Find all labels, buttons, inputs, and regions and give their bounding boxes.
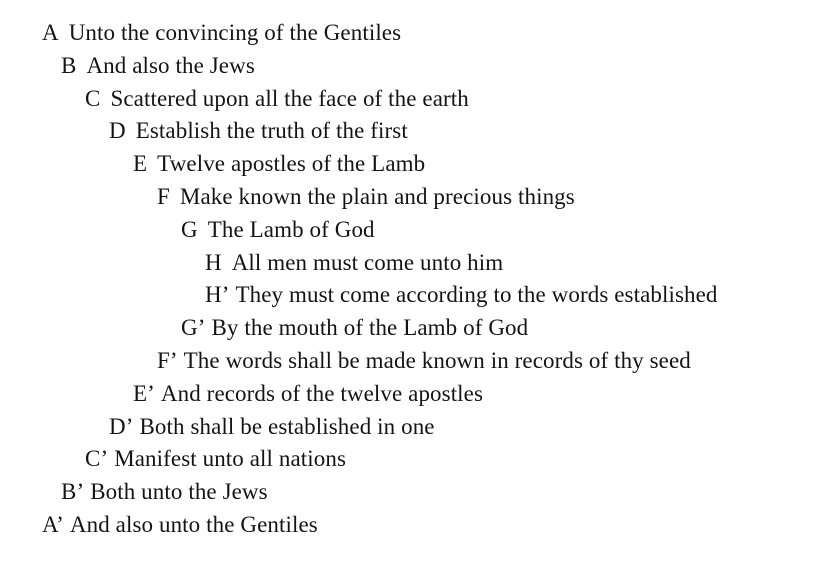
line-c-prime <box>85 445 346 473</box>
text-d-prime: Both shall be established in one <box>139 414 435 439</box>
marker-g: G <box>181 217 198 242</box>
line-a-prime <box>42 511 318 539</box>
marker-a: A <box>42 20 59 45</box>
text-e-prime: And records of the twelve apostles <box>160 381 484 406</box>
text-f-prime: The words shall be made known in records of thy seed <box>183 348 691 373</box>
marker-d: D <box>109 118 126 143</box>
line-e <box>133 150 425 178</box>
text-f: Make known the plain and precious things <box>179 184 575 209</box>
text-a: Unto the convincing of the Gentiles <box>68 20 402 45</box>
marker-h-prime: H’ <box>205 282 230 307</box>
text-b-prime: Both unto the Jews <box>90 479 268 504</box>
text-e: Twelve apostles of the Lamb <box>157 151 426 176</box>
text-h: All men must come unto him <box>231 250 504 275</box>
line-b-prime <box>61 478 268 506</box>
marker-f-prime: F’ <box>157 348 178 373</box>
line-d <box>109 117 408 145</box>
text-c-prime: Manifest unto all nations <box>114 446 347 471</box>
text-g-prime: By the mouth of the Lamb of God <box>211 315 529 340</box>
text-d: Establish the truth of the first <box>135 118 408 143</box>
marker-e: E <box>133 151 148 176</box>
marker-g-prime: G’ <box>181 315 206 340</box>
line-f-prime <box>157 347 691 375</box>
line-c <box>85 85 469 113</box>
marker-b-prime: B’ <box>61 479 85 504</box>
text-b: And also the Jews <box>86 53 255 78</box>
line-h <box>205 249 503 277</box>
marker-b: B <box>61 53 77 78</box>
text-h-prime: They must come according to the words established <box>235 282 718 307</box>
marker-e-prime: E’ <box>133 381 155 406</box>
text-a-prime: And also unto the Gentiles <box>69 512 318 537</box>
marker-d-prime: D’ <box>109 414 134 439</box>
line-a <box>42 19 401 47</box>
line-b <box>61 52 255 80</box>
line-d-prime <box>109 413 435 441</box>
marker-c: C <box>85 86 101 111</box>
line-f <box>157 183 575 211</box>
line-e-prime <box>133 380 483 408</box>
line-h-prime <box>205 281 718 309</box>
text-c: Scattered upon all the face of the earth <box>110 86 469 111</box>
marker-c-prime: C’ <box>85 446 109 471</box>
marker-a-prime: A’ <box>42 512 64 537</box>
text-g: The Lamb of God <box>207 217 375 242</box>
line-g-prime <box>181 314 528 342</box>
marker-h: H <box>205 250 222 275</box>
line-g <box>181 216 375 244</box>
marker-f: F <box>157 184 170 209</box>
